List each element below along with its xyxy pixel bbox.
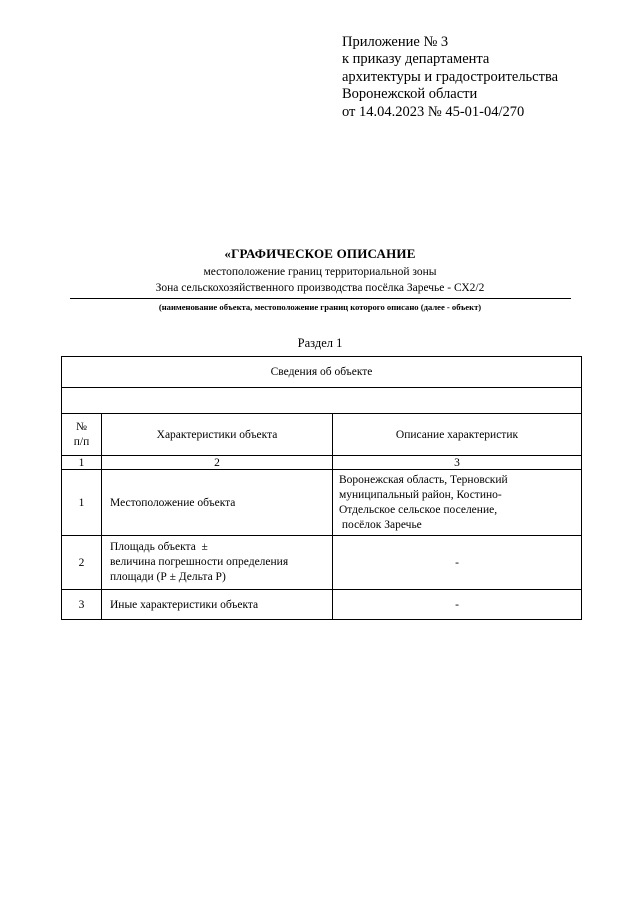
appendix-line: от 14.04.2023 № 45-01-04/270	[342, 103, 525, 120]
col-number: 3	[333, 456, 582, 470]
row-num: 3	[62, 590, 102, 620]
object-info-table	[61, 356, 582, 620]
header-num	[62, 414, 102, 456]
col-number: 2	[102, 456, 333, 470]
appendix-line: к приказу департамента	[342, 51, 490, 68]
table-empty-row	[62, 388, 582, 414]
row-description: -	[333, 536, 582, 590]
col-number: 1	[62, 456, 102, 470]
table-row	[62, 590, 582, 620]
appendix-line: Воронежской области	[342, 86, 478, 103]
characteristic-line: площади (Р ± Дельта Р)	[110, 571, 226, 583]
description-line: муниципальный район, Костино-	[339, 488, 502, 501]
document-title: «ГРАФИЧЕСКОЕ ОПИСАНИЕ	[224, 246, 416, 261]
characteristic-line: величина погрешности определения	[110, 556, 289, 568]
underline-rule	[70, 298, 571, 299]
table-caption: Сведения об объекте	[62, 357, 582, 388]
description-line: посёлок Заречье	[339, 518, 422, 531]
appendix-line: Приложение № 3	[342, 34, 449, 50]
characteristic-line: Площадь объекта ±	[110, 541, 208, 553]
subtitle-zone-name: Зона сельскохозяйственного производства посёлка Заречье - СХ2/2	[155, 282, 485, 294]
row-characteristic: Иные характеристики объекта	[102, 590, 333, 620]
appendix-block	[342, 34, 558, 121]
table-row	[62, 536, 582, 590]
underline-note: (наименование объекта, местоположение границ которого описано (далее - объект)	[158, 302, 482, 312]
subtitle-zone-boundaries: местоположение границ территориальной зоны	[203, 266, 437, 278]
appendix-line: архитектуры и градостроительства	[342, 68, 559, 85]
header-description: Описание характеристик	[333, 414, 582, 456]
table-row	[62, 470, 582, 536]
section-heading: Раздел 1	[297, 336, 343, 350]
row-description: -	[333, 590, 582, 620]
description-line: Воронежская область, Терновский	[339, 473, 508, 486]
header-characteristic: Характеристики объекта	[102, 414, 333, 456]
row-description	[333, 470, 582, 536]
row-characteristic: Местоположение объекта	[102, 470, 333, 536]
description-line: Отдельское сельское поселение,	[339, 503, 498, 516]
header-num-line: п/п	[73, 435, 90, 448]
row-num: 2	[62, 536, 102, 590]
row-num: 1	[62, 470, 102, 536]
header-num-line: №	[76, 420, 87, 433]
row-characteristic	[102, 536, 333, 590]
